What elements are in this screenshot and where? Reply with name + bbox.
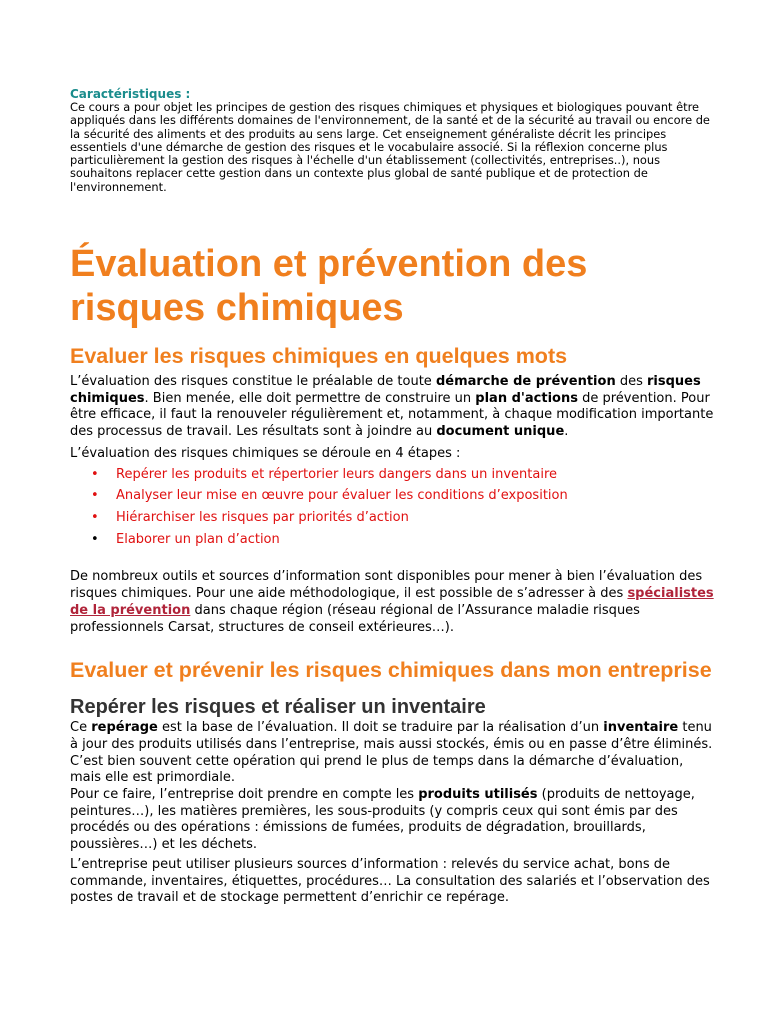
inventory-paragraph-3: L’entreprise peut utiliser plusieurs sources d’information : relevés du service achat, bons de commande, inventaires, étiquettes, procédures… La consultation des salariés et l’observation des postes de travail et de stockage permettent d’enrichir ce repérage. <box>70 856 710 906</box>
specialists-link[interactable]: spécialistes de la prévention <box>70 586 714 618</box>
list-item: • Hiérarchiser les risques par priorités d’action <box>91 510 409 525</box>
overview-paragraph: L’évaluation des risques constitue le préalable de toute démarche de prévention des risques chimiques. Bien menée, elle doit permettre de construire un plan d'actions de prévention. Pour être efficace, il faut la renouveler régulièrement et, notamment, à chaque modification importante des processus de travail. Les résultats sont à joindre au document unique. <box>70 374 714 440</box>
document-page <box>70 88 718 907</box>
list-item: • Elaborer un plan d’action <box>91 531 280 547</box>
section-heading-enterprise: Evaluer et prévenir les risques chimiques dans mon entreprise <box>70 658 712 683</box>
steps-list <box>70 464 718 551</box>
inventory-paragraph-1: Ce repérage est la base de l’évaluation. Il doit se traduire par la réalisation d’un inventaire tenu à jour des produits utilisés dans l’entreprise, mais aussi stockés, émis ou en passe d’être éliminés. C’est bien souvent cette opération qui prend le plus de temps dans la démarche d’évaluation, mais elle est primordiale. <box>70 720 713 786</box>
main-title: Évaluation et prévention des risques chimiques <box>70 243 588 330</box>
section-heading-overview: Evaluer les risques chimiques en quelques mots <box>70 344 568 369</box>
list-item: • Repérer les produits et répertorier leurs dangers dans un inventaire <box>91 466 558 482</box>
list-item: • Analyser leur mise en œuvre pour évaluer les conditions d’exposition <box>91 488 568 504</box>
resources-paragraph: De nombreux outils et sources d’information sont disponibles pour mener à bien l’évaluation des risques chimiques. Pour une aide méthodologique, il est possible de s’adresser à des spécialistes de la prévention dans chaque région (réseau régional de l’Assurance maladie risques professionnels Carsat, structures de conseil extérieures…). <box>70 569 714 635</box>
section-heading-inventory: Repérer les risques et réaliser un inventaire <box>70 696 486 719</box>
inventory-paragraph-2: Pour ce faire, l’entreprise doit prendre en compte les produits utilisés (produits de nettoyage, peintures…), les matières premières, les sous-produits (y compris ceux qui sont émis par des procédés ou des opérations : émissions de fumées, produits de dégradation, brouillards, poussières…) et les déchets. <box>70 787 695 853</box>
characteristics-text: Ce cours a pour objet les principes de gestion des risques chimiques et physiques et biologiques pouvant être appliqués dans les différents domaines de l'environnement, de la santé et de la sécurité au travail ou encore de la sécurité des aliments et des produits au sens large. Cet enseignement généraliste décrit les principes essentiels d'une démarche de gestion des risques et le vocabulaire associé. Si la réflexion concerne plus particulièrement la gestion des risques à l'échelle d'un établissement (collectivités, entreprises..), nous souhaitons replacer cette gestion dans un contexte plus global de santé publique et de protection de l'environnement. <box>70 100 710 194</box>
characteristics-title: Caractéristiques : <box>70 87 191 101</box>
steps-intro: L’évaluation des risques chimiques se déroule en 4 étapes : <box>70 445 461 461</box>
